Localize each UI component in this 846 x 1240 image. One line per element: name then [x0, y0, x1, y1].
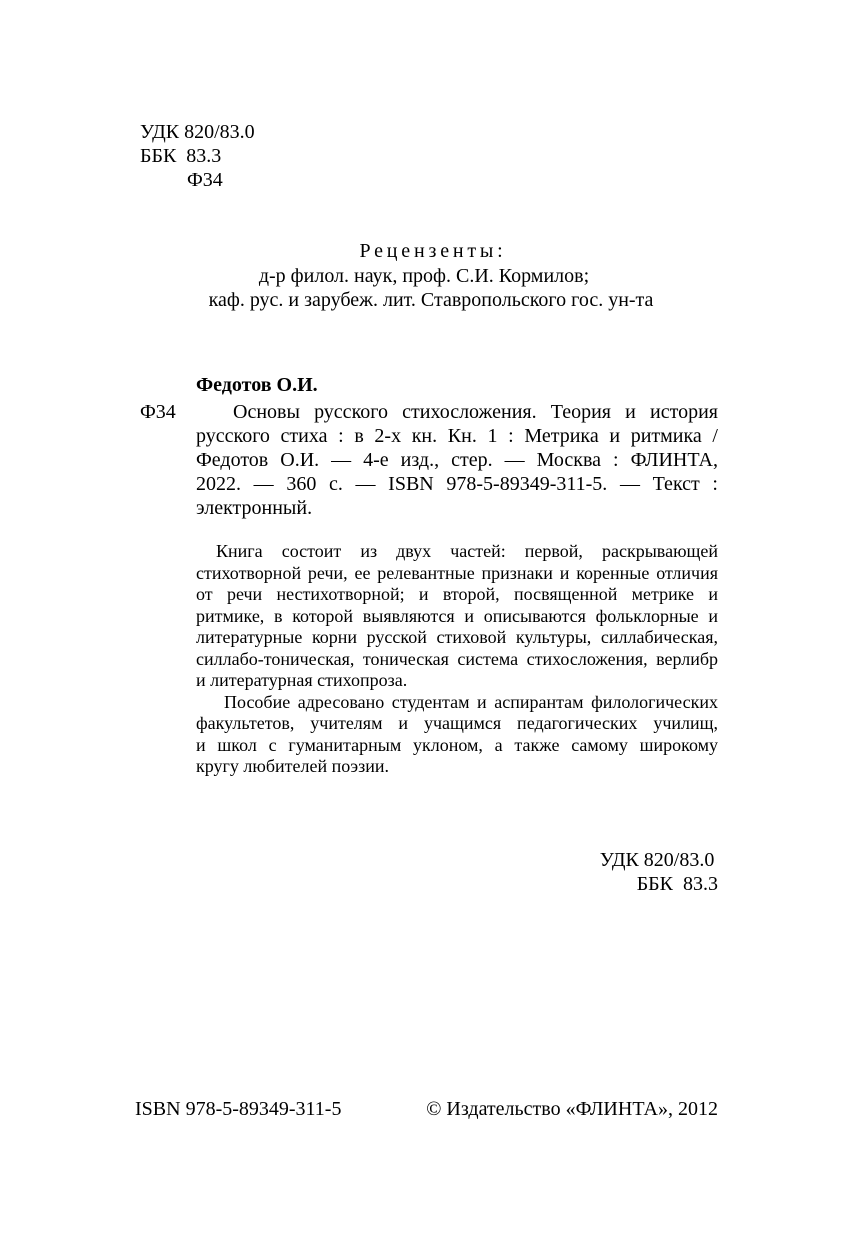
bibliographic-line: Федотов О.И. — 4-е изд., стер. — Москва : ФЛИНТА,: [196, 449, 718, 471]
isbn: ISBN 978-5-89349-311-5: [135, 1098, 342, 1120]
bibliographic-description: [196, 400, 718, 520]
reviewer-line: каф. рус. и зарубеж. лит. Ставропольского гос. ун-та: [208, 289, 654, 311]
bibliographic-line: 2022. — 360 с. — ISBN 978-5-89349-311-5. — Текст :: [196, 473, 718, 495]
annotation-line: факультетов, учителям и учащимся педагогических училищ,: [196, 713, 718, 733]
annotation-line: от речи нестихотворной; и второй, посвященной метрике и: [196, 584, 718, 604]
annotation-line: литературные корни русской стиховой культуры, силлабическая,: [196, 627, 718, 647]
author-mark: Ф34: [187, 169, 223, 191]
classification-block-bottom: [600, 848, 718, 896]
annotation-block: [196, 541, 718, 778]
bbk-code: ББК 83.3: [636, 873, 718, 895]
bibliographic-line: русского стиха : в 2-х кн. Кн. 1 : Метрика и ритмика /: [196, 425, 718, 447]
annotation-line: стихотворной речи, ее релевантные признаки и коренные отличия: [196, 562, 718, 583]
record-author: Федотов О.И.: [196, 374, 318, 396]
annotation-line: силлабо-тоническая, тоническая система стихосложения, верлибр: [196, 648, 718, 669]
annotation-line: кругу любителей поэзии.: [196, 756, 390, 776]
annotation-line: ритмике, в которой выявляются и описываются фольклорные и: [196, 605, 718, 626]
udk-code: УДК 820/83.0: [599, 849, 715, 871]
reviewers-block: [0, 239, 846, 313]
classification-block-top: [140, 120, 255, 192]
copyright-notice: © Издательство «ФЛИНТА», 2012: [426, 1098, 718, 1120]
annotation-line: Пособие адресовано студентам и аспирантам филологических: [224, 691, 718, 712]
annotation-line: и школ с гуманитарным уклоном, а также самому широкому: [196, 734, 718, 755]
annotation-line: Книга состоит из двух частей: первой, раскрывающей: [216, 541, 718, 561]
record-author-mark: Ф34: [140, 401, 176, 423]
annotation-line: и литературная стихопроза.: [196, 670, 408, 690]
bibliographic-line: электронный.: [196, 497, 313, 519]
bibliographic-line: Основы русского стихосложения. Теория и история: [233, 401, 718, 423]
bbk-code: ББК 83.3: [140, 145, 222, 167]
udk-code: УДК 820/83.0: [140, 121, 255, 143]
reviewers-heading: Рецензенты:: [359, 240, 507, 262]
reviewer-line: д-р филол. наук, проф. С.И. Кормилов;: [258, 264, 590, 287]
